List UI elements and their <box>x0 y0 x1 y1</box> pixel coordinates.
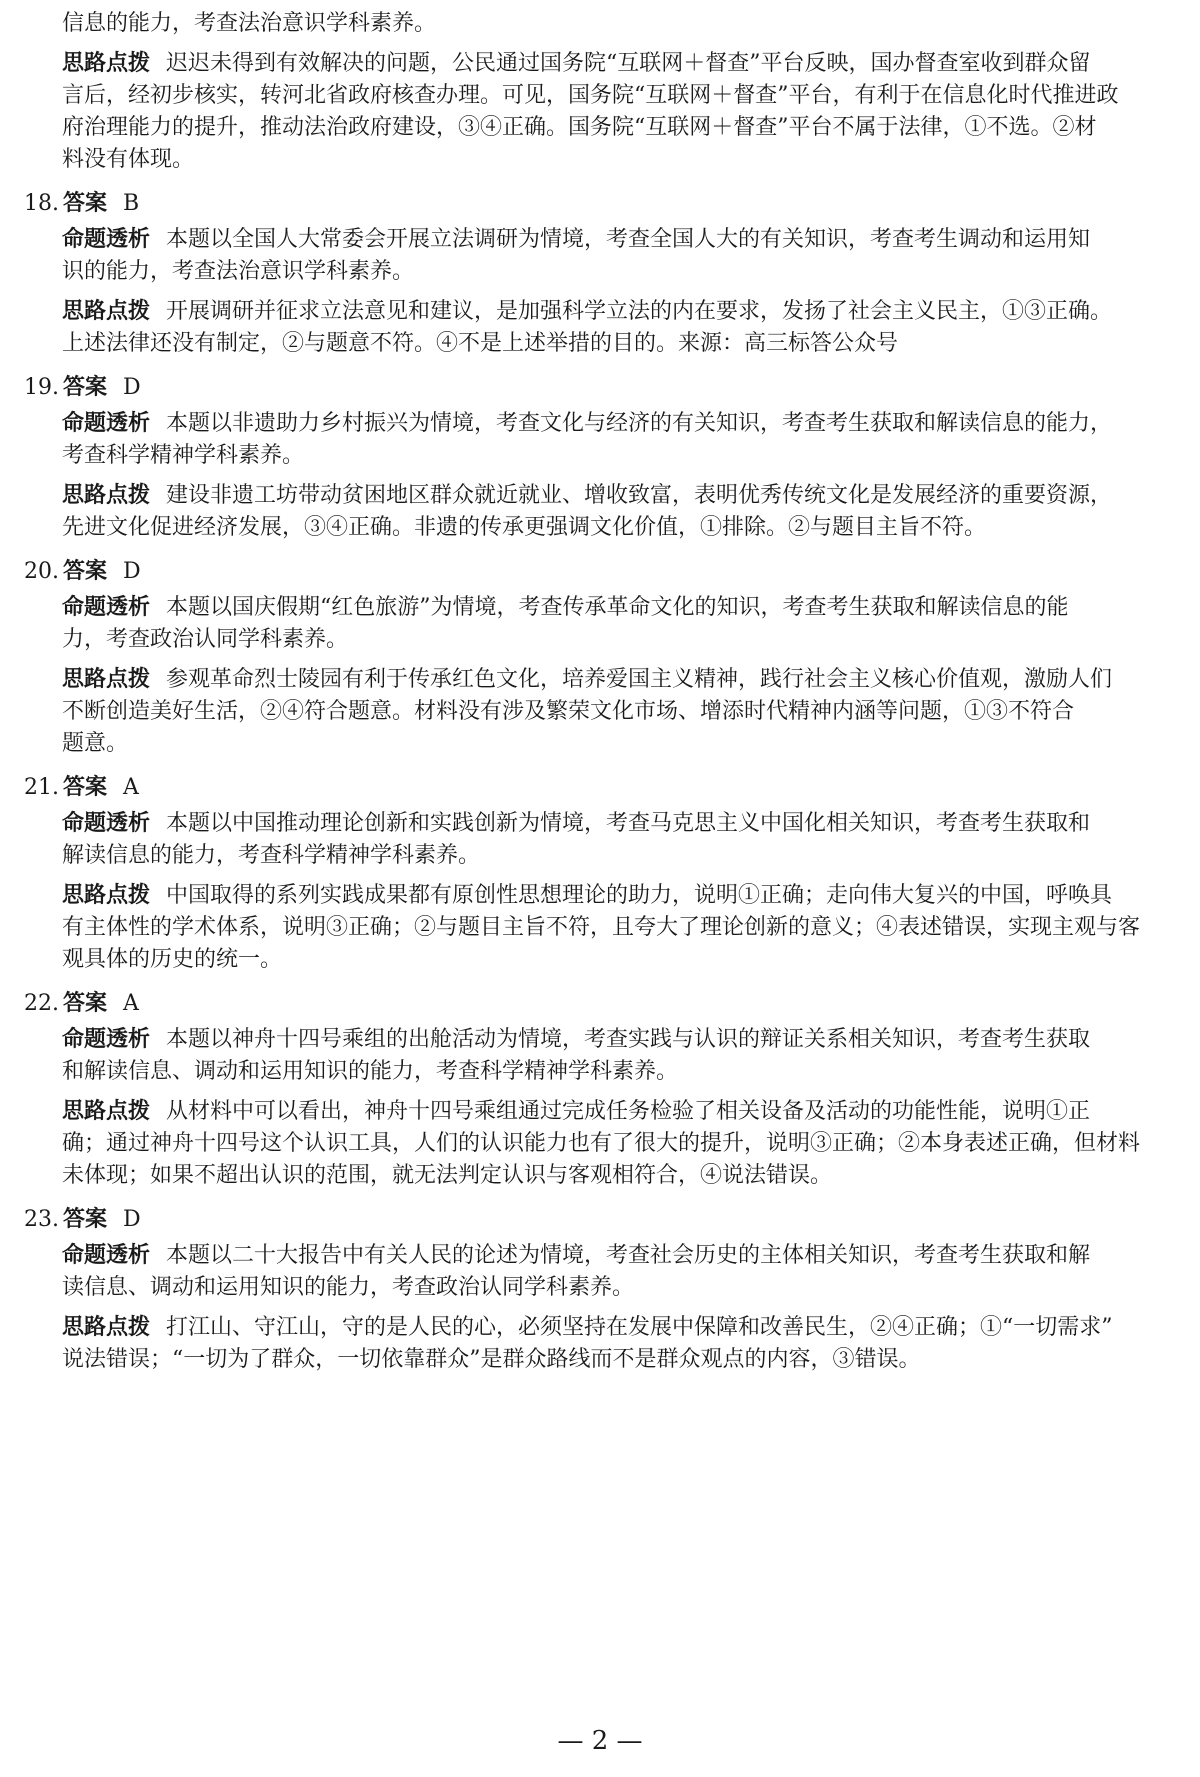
mingti-section <box>24 808 1180 872</box>
answer-label: 答案 <box>63 991 108 1016</box>
answer-line <box>24 556 1180 588</box>
page-number: — 2 — <box>557 1726 643 1756</box>
silu-line: 思路点拨 中国取得的系列实践成果都有原创性思想理论的助力，说明①正确；走向伟大复兴的中国，呼唤具 <box>62 883 1113 908</box>
silu-line: 思路点拨 开展调研并征求立法意见和建议，是加强科学立法的内在要求，发扬了社会主义民主，①③正确。 <box>62 299 1113 324</box>
question-number: 19. <box>24 375 59 400</box>
silu-line: 上述法律还没有制定，②与题意不符。④不是上述举措的目的。来源：高三标答公众号 <box>62 331 899 356</box>
silu-label: 思路点拨 <box>62 667 151 692</box>
silu-section <box>24 664 1180 760</box>
silu-line: 府治理能力的提升，推动法治政府建设，③④正确。国务院“互联网＋督查”平台不属于法律，①不选。②材 <box>62 115 1097 140</box>
mingti-section <box>24 1240 1180 1304</box>
mingti-label: 命题透析 <box>62 411 151 436</box>
silu-line: 思路点拨 从材料中可以看出，神舟十四号乘组通过完成任务检验了相关设备及活动的功能性能，说明①正 <box>62 1099 1091 1124</box>
mingti-section <box>24 1024 1180 1088</box>
silu-label: 思路点拨 <box>62 299 151 324</box>
answer-value: D <box>123 375 141 400</box>
mingti-line: 解读信息的能力，考查科学精神学科素养。 <box>62 843 481 868</box>
question-22 <box>24 988 1180 1192</box>
silu-section <box>24 1312 1180 1376</box>
silu-section <box>24 880 1180 976</box>
answer-label: 答案 <box>63 1207 108 1232</box>
mingti-label: 命题透析 <box>62 1243 151 1268</box>
silu-line: 未体现；如果不超出认识的范围，就无法判定认识与客观相符合，④说法错误。 <box>62 1163 833 1188</box>
silu-label: 思路点拨 <box>62 483 151 508</box>
answer-value: A <box>123 991 139 1016</box>
silu-label: 思路点拨 <box>62 883 151 908</box>
silu-label: 思路点拨 <box>62 51 151 76</box>
silu-line: 言后，经初步核实，转河北省政府核查办理。可见，国务院“互联网＋督查”平台，有利于在信息化时代推进政 <box>62 83 1119 108</box>
mingti-label: 命题透析 <box>62 1027 151 1052</box>
question-number: 20. <box>24 559 59 584</box>
silu-line: 先进文化促进经济发展，③④正确。非遗的传承更强调文化价值，①排除。②与题目主旨不符。 <box>62 515 987 540</box>
mingti-line: 考查科学精神学科素养。 <box>62 443 305 468</box>
answer-value: B <box>123 191 140 216</box>
mingti-line: 读信息、调动和运用知识的能力，考查政治认同学科素养。 <box>62 1275 635 1300</box>
silu-line: 料没有体现。 <box>62 147 195 172</box>
answer-value: D <box>123 559 141 584</box>
question-19 <box>24 372 1180 544</box>
silu-section <box>24 480 1180 544</box>
mingti-line: 和解读信息、调动和运用知识的能力，考查科学精神学科素养。 <box>62 1059 679 1084</box>
answer-value: D <box>123 1207 141 1232</box>
answer-value: A <box>123 775 139 800</box>
mingti-line: 命题透析 本题以全国人大常委会开展立法调研为情境，考查全国人大的有关知识，考查考生调动和运用知 <box>62 227 1091 252</box>
answer-document <box>24 8 1180 1384</box>
mingti-line: 命题透析 本题以国庆假期“红色旅游”为情境，考查传承革命文化的知识，考查考生获取和解读信息的能 <box>62 595 1069 620</box>
answer-label: 答案 <box>63 375 108 400</box>
answer-label: 答案 <box>63 775 108 800</box>
intro-first-line: 信息的能力，考查法治意识学科素养。 <box>62 11 437 36</box>
silu-line: 题意。 <box>62 731 129 756</box>
answer-line <box>24 988 1180 1020</box>
answer-line <box>24 1204 1180 1236</box>
mingti-label: 命题透析 <box>62 227 151 252</box>
mingti-section <box>24 224 1180 288</box>
mingti-section <box>24 408 1180 472</box>
silu-line: 确；通过神舟十四号这个认识工具，人们的认识能力也有了很大的提升，说明③正确；②本身表述正确，但材料 <box>62 1131 1141 1156</box>
silu-section <box>24 1096 1180 1192</box>
mingti-line: 命题透析 本题以非遗助力乡村振兴为情境，考查文化与经济的有关知识，考查考生获取和解读信息的能力， <box>62 411 1113 436</box>
mingti-line: 命题透析 本题以神舟十四号乘组的出舱活动为情境，考查实践与认识的辩证关系相关知识，考查考生获取 <box>62 1027 1091 1052</box>
silu-line: 有主体性的学术体系，说明③正确；②与题目主旨不符，且夸大了理论创新的意义；④表述错误，实现主观与客 <box>62 915 1141 940</box>
intro-block <box>24 8 1180 176</box>
silu-line: 思路点拨 打江山、守江山，守的是人民的心，必须坚持在发展中保障和改善民生，②④正确；①“一切需求” <box>62 1315 1113 1340</box>
silu-line: 说法错误；“一切为了群众，一切依靠群众”是群众路线而不是群众观点的内容，③错误。 <box>62 1347 921 1372</box>
answer-label: 答案 <box>63 559 108 584</box>
question-number: 18. <box>24 191 59 216</box>
mingti-line: 命题透析 本题以中国推动理论创新和实践创新为情境，考查马克思主义中国化相关知识，考查考生获取和 <box>62 811 1091 836</box>
silu-line: 思路点拨 迟迟未得到有效解决的问题，公民通过国务院“互联网＋督查”平台反映，国办督查室收到群众留 <box>62 51 1091 76</box>
mingti-section <box>24 592 1180 656</box>
silu-label: 思路点拨 <box>62 1315 151 1340</box>
question-20 <box>24 556 1180 760</box>
question-21 <box>24 772 1180 976</box>
silu-line: 不断创造美好生活，②④符合题意。材料没有涉及繁荣文化市场、增添时代精神内涵等问题，①③不符合 <box>62 699 1075 724</box>
mingti-line: 识的能力，考查法治意识学科素养。 <box>62 259 415 284</box>
question-number: 22. <box>24 991 59 1016</box>
intro-silu <box>24 48 1180 176</box>
question-18 <box>24 188 1180 360</box>
answer-line <box>24 372 1180 404</box>
silu-section <box>24 296 1180 360</box>
silu-line: 思路点拨 参观革命烈士陵园有利于传承红色文化，培养爱国主义精神，践行社会主义核心价值观，激励人们 <box>62 667 1113 692</box>
question-23 <box>24 1204 1180 1376</box>
answer-line <box>24 772 1180 804</box>
mingti-label: 命题透析 <box>62 595 151 620</box>
silu-line: 观具体的历史的统一。 <box>62 947 283 972</box>
question-number: 23. <box>24 1207 59 1232</box>
question-number: 21. <box>24 775 59 800</box>
silu-label: 思路点拨 <box>62 1099 151 1124</box>
mingti-label: 命题透析 <box>62 811 151 836</box>
mingti-line: 命题透析 本题以二十大报告中有关人民的论述为情境，考查社会历史的主体相关知识，考查考生获取和解 <box>62 1243 1091 1268</box>
answer-line <box>24 188 1180 220</box>
answer-label: 答案 <box>63 191 108 216</box>
mingti-line: 力，考查政治认同学科素养。 <box>62 627 349 652</box>
silu-line: 思路点拨 建设非遗工坊带动贫困地区群众就近就业、增收致富，表明优秀传统文化是发展经济的重要资源， <box>62 483 1113 508</box>
